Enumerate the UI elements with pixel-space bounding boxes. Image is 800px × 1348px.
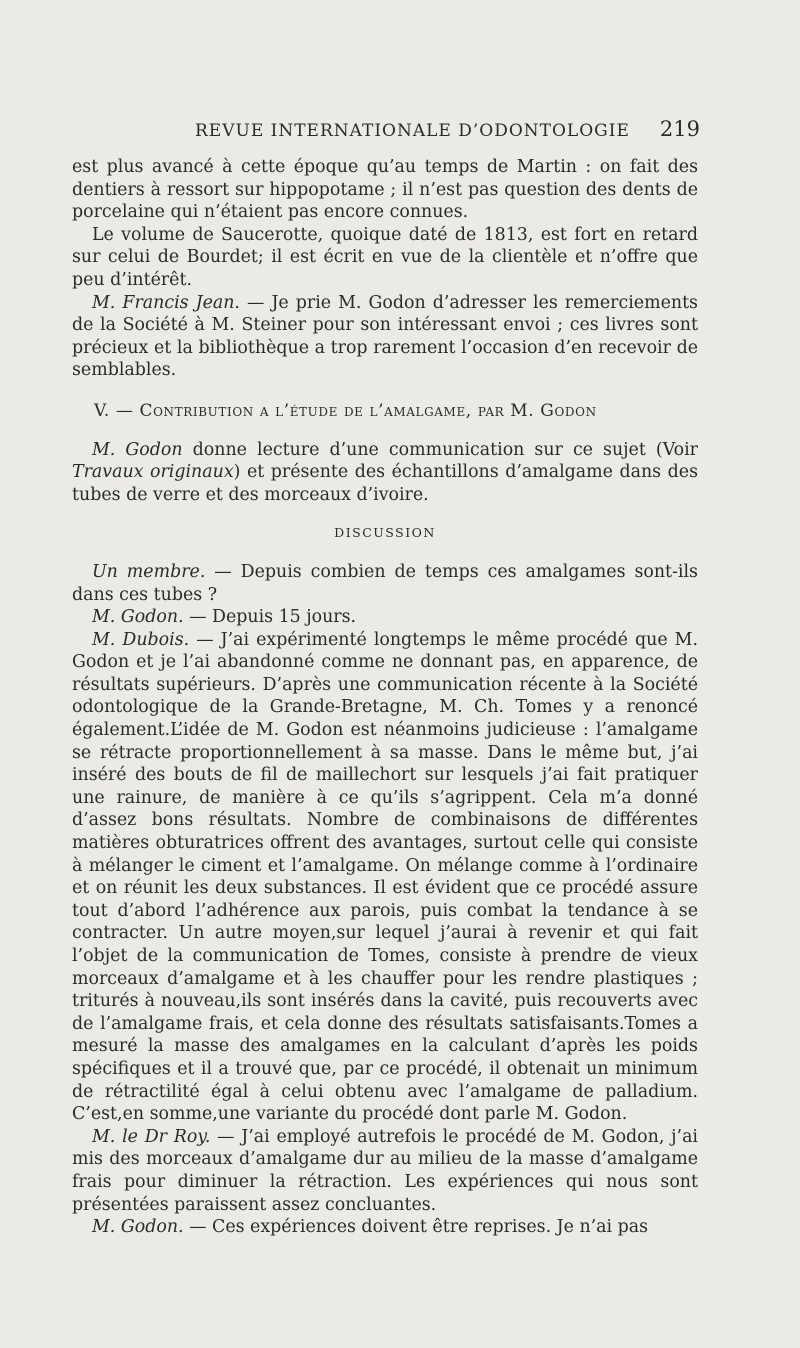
speech-text: — Depuis 15 jours. xyxy=(183,607,357,628)
discussion-entry xyxy=(72,1216,698,1239)
speaker-name: M. Godon. xyxy=(92,607,184,628)
speaker-name: M. Francis Jean. xyxy=(92,292,240,313)
section-title: V. — Contribution a l’étude de l’amalgame, par M. Godon xyxy=(94,400,597,421)
speaker-name: Un membre. xyxy=(92,561,206,582)
discussion-heading: DISCUSSION xyxy=(334,525,436,541)
page-number: 219 xyxy=(659,117,700,141)
speaker-name: M. Godon xyxy=(92,439,183,460)
paragraph: Le volume de Saucerotte, quoique daté de 1813, est fort en retard sur celui de Bourdet; il est écrit en vue de la clientèle et n’offre que peu d’intérêt. xyxy=(72,224,698,290)
speech-text: — Ces expériences doivent être reprises. Je n’ai pas xyxy=(183,1217,649,1238)
page-body xyxy=(72,156,698,1239)
discussion-entry xyxy=(72,629,698,1126)
speech-text: donne lecture d’une communication sur ce sujet (Voir xyxy=(182,439,698,460)
speech-text: — J’ai expérimenté longtemps le même procédé que M. Godon et je l’ai abandonné comme ne donnant pas, en apparence, de résultats supérieurs. D’après une communication récente à la Société odontologique de la Grande-Bretagne, M. Ch. Tomes y a renoncé également.L’idée de M. Godon est néanmoins judicieuse : l’amalgame se rétracte proportionnellement à sa masse. Dans le même but, j’ai inséré des bouts de fil de maillechort sur lesquels j’ai fait pratiquer une rainure, de manière à ce qu’ils s’agrippent. Cela m’a donné d’assez bons résultats. Nombre de combinaisons de différentes matières obturatrices offrent des avantages, surtout celle qui consiste à mélanger le ciment et l’amalgame. On mélange comme à l’ordinaire et on réunit les deux substances. Il est évident que ce procédé assure tout d’abord l’adhérence aux parois, puis combat la tendance à se contracter. Un autre moyen,sur lequel j’aurai à revenir et qui fait l’objet de la communication de Tomes, consiste à prendre de vieux morceaux d’amalgame et à les chauffer pour les rendre plastiques ; triturés à nouveau,ils sont insérés dans la cavité, puis recouverts avec de l’amalgame frais, et cela donne des résultats satisfaisants.Tomes a mesuré la masse des amalgames en la calculant d’après les poids spécifiques et il a trouvé que, par ce procédé, il obtenait un minimum de rétractilité égal à celui obtenu avec l’amalgame de palladium. C’est,en somme,une variante du procédé dont parle M. Godon. xyxy=(72,629,698,1125)
paragraph: est plus avancé à cette époque qu’au temps de Martin : on fait des dentiers à ressort sur hippopotame ; il n’est pas question des dents de porcelaine qui n’étaient pas encore connues. xyxy=(72,157,698,223)
discussion-entry xyxy=(72,1126,698,1216)
speaker-name: M. Godon. xyxy=(92,1217,184,1238)
speaker-name: M. le Dr Roy. xyxy=(92,1126,211,1147)
speech-text: — J’ai employé autrefois le procédé de M. Godon, j’ai mis des morceaux d’amalgame dur au milieu de la masse d’amalgame frais pour diminuer la rétraction. Les expériences qui nous sont présentées paraissent assez concluantes. xyxy=(72,1126,698,1215)
reference-title: Travaux originaux xyxy=(72,462,234,483)
speaker-name: M. Dubois. xyxy=(92,629,190,650)
running-header xyxy=(195,117,700,141)
running-title: REVUE INTERNATIONALE D’ODONTOLOGIE xyxy=(195,121,630,141)
discussion-entry xyxy=(72,606,698,629)
speech-text: ) et présente des échantillons d’amalgame dans des tubes de verre et des morceaux d’ivoire. xyxy=(72,462,698,505)
speech-text: — Depuis combien de temps ces amalgames sont-ils dans ces tubes ? xyxy=(72,561,698,605)
speech-text: — Je prie M. Godon d’adresser les remerciements de la Société à M. Steiner pour son intéressant envoi ; ces livres sont précieux et la bibliothèque a trop rarement l’occasion d’en recevoir de semblables. xyxy=(72,292,698,381)
paragraph xyxy=(72,439,698,507)
discussion-entry xyxy=(72,561,698,606)
paragraph xyxy=(72,292,698,382)
